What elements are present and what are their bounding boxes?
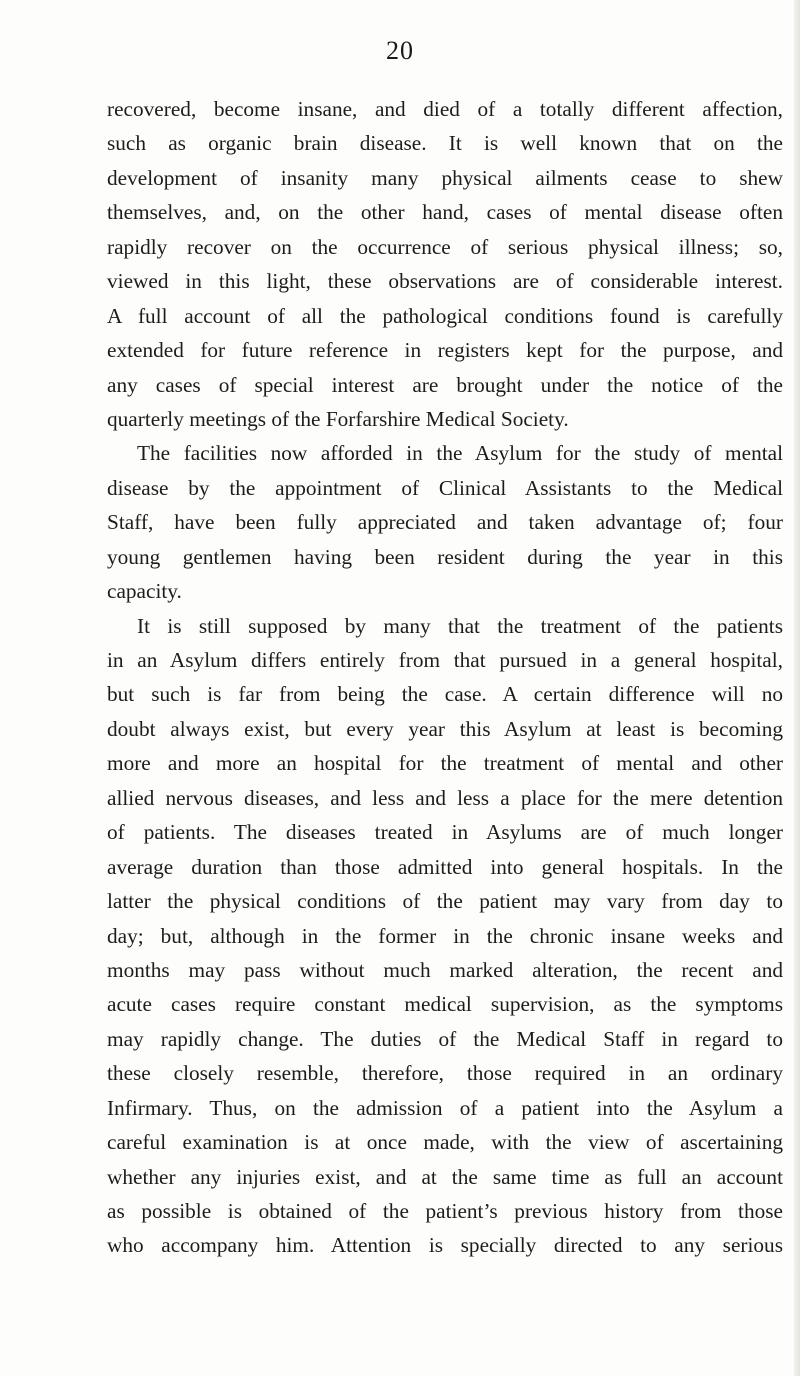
text-line: young gentlemen having been resident during the year in this [107,544,783,569]
text-line: these closely resemble, therefore, those required in an ordinary [107,1061,783,1086]
text-line: disease by the appointment of Clinical Assistants to the Medical [107,475,783,500]
text-line: such as organic brain disease. It is well known that on the [107,131,783,156]
text-line: It is still supposed by many that the treatment of the patients [137,613,783,638]
text-line: average duration than those admitted into general hospitals. In the [107,854,783,879]
text-line: viewed in this light, these observations are of considerable interest. [107,269,783,294]
text-line: day; but, although in the former in the chronic insane weeks and [107,923,783,948]
text-line: quarterly meetings of the Forfarshire Medical Society. [107,406,569,431]
text-line: capacity. [107,579,182,604]
text-line: latter the physical conditions of the patient may vary from day to [107,889,783,914]
page-number: 20 [386,36,414,65]
text-line: rapidly recover on the occurrence of serious physical illness; so, [107,234,783,259]
body-text [107,92,783,1263]
text-line: development of insanity many physical ailments cease to shew [107,165,783,190]
text-line: but such is far from being the case. A certain difference will no [107,682,783,707]
text-line: acute cases require constant medical supervision, as the symptoms [107,992,783,1017]
text-line: more and more an hospital for the treatment of mental and other [107,751,783,776]
text-line: any cases of special interest are brought under the notice of the [107,372,783,397]
text-line: whether any injuries exist, and at the same time as full an account [107,1164,783,1189]
text-line: doubt always exist, but every year this Asylum at least is becoming [107,716,783,741]
text-line: who accompany him. Attention is specially directed to any serious [107,1233,783,1258]
text-line: as possible is obtained of the patient’s previous history from those [107,1199,783,1223]
text-line: Staff, have been fully appreciated and taken advantage of; four [107,510,783,535]
text-line: months may pass without much marked alteration, the recent and [107,957,783,982]
text-line: extended for future reference in registers kept for the purpose, and [107,338,783,363]
text-line: themselves, and, on the other hand, cases of mental disease often [107,200,783,225]
text-line: A full account of all the pathological conditions found is carefully [107,303,783,328]
text-line: Infirmary. Thus, on the admission of a patient into the Asylum a [107,1095,783,1120]
text-line: in an Asylum differs entirely from that pursued in a general hospital, [107,648,783,672]
text-line: of patients. The diseases treated in Asylums are of much longer [107,820,783,845]
text-line: allied nervous diseases, and less and less a place for the mere detention [107,785,783,810]
page-edge [794,0,800,1376]
text-line: may rapidly change. The duties of the Medical Staff in regard to [107,1026,783,1051]
text-line: careful examination is at once made, with the view of ascertaining [107,1130,783,1155]
text-line: The facilities now afforded in the Asylum for the study of mental [137,441,783,466]
text-line: recovered, become insane, and died of a totally different affection, [107,97,783,121]
